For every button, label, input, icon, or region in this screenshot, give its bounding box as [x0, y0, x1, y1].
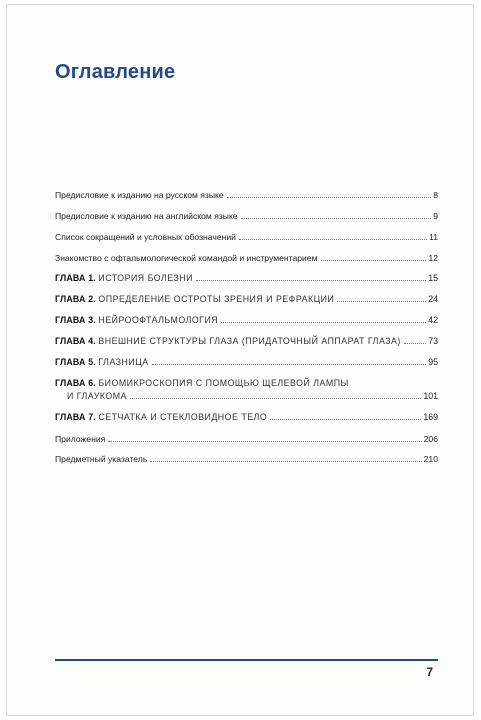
toc-leader — [241, 218, 432, 219]
toc-entry-title: Приложения — [55, 434, 106, 444]
toc-entry-page: 95 — [428, 357, 438, 367]
chapter-number: ГЛАВА 1. — [55, 273, 96, 283]
toc-entry[interactable] — [55, 211, 438, 222]
toc-chapter[interactable] — [55, 315, 438, 326]
toc-entry-title: Предисловие к изданию на русском языке — [55, 190, 224, 200]
toc-entry[interactable] — [55, 454, 438, 465]
toc-chapter[interactable] — [55, 336, 438, 347]
chapter-title: ОПРЕДЕЛЕНИЕ ОСТРОТЫ ЗРЕНИЯ И РЕФРАКЦИИ — [98, 294, 335, 304]
toc-entry-title: Предметный указатель — [55, 454, 148, 464]
toc-entry-title: Знакомство с офтальмологической командой и инструментарием — [55, 253, 318, 263]
toc-entry[interactable] — [55, 190, 438, 201]
chapter-title: НЕЙРООФТАЛЬМОЛОГИЯ — [98, 315, 219, 325]
toc-entry-page: 42 — [428, 315, 438, 325]
toc-entry-page: 15 — [428, 273, 438, 283]
toc-chapter[interactable] — [55, 412, 438, 423]
toc-leader — [239, 239, 427, 240]
chapter-title: БИОМИКРОСКОПИЯ С ПОМОЩЬЮ ЩЕЛЕВОЙ ЛАМПЫ — [98, 378, 349, 388]
footer-rule — [55, 659, 438, 661]
toc-entry-page: 169 — [423, 412, 438, 422]
toc-entry-title: Список сокращений и условных обозначений — [55, 232, 236, 242]
chapter-title: ВНЕШНИЕ СТРУКТУРЫ ГЛАЗА (ПРИДАТОЧНЫЙ АППАРАТ ГЛАЗА) — [98, 336, 401, 346]
toc-entry[interactable] — [55, 232, 438, 243]
chapter-number: ГЛАВА 5. — [55, 357, 96, 367]
chapter-number: ГЛАВА 6. — [55, 378, 96, 388]
toc-chapter[interactable] — [55, 378, 438, 402]
chapter-title: ИСТОРИЯ БОЛЕЗНИ — [98, 273, 193, 283]
toc-leader — [152, 364, 427, 365]
toc-entry-page: 9 — [433, 211, 438, 221]
chapter-title-continuation: И ГЛАУКОМА — [67, 391, 127, 401]
toc-entry-page: 24 — [428, 294, 438, 304]
page-number: 7 — [426, 665, 433, 679]
chapter-number: ГЛАВА 3. — [55, 315, 96, 325]
book-page — [6, 4, 474, 716]
chapter-number: ГЛАВА 4. — [55, 336, 96, 346]
toc-leader — [196, 280, 426, 281]
toc-leader — [337, 301, 426, 302]
page-title: Оглавление — [55, 61, 176, 83]
toc-leader — [150, 461, 421, 462]
toc-entry-page: 73 — [428, 336, 438, 346]
toc-entry-page: 12 — [428, 253, 438, 263]
toc-leader — [270, 419, 421, 420]
toc-chapter[interactable] — [55, 273, 438, 284]
toc-leader — [227, 197, 432, 198]
toc-entry-page: 8 — [433, 190, 438, 200]
chapter-number: ГЛАВА 2. — [55, 294, 96, 304]
table-of-contents — [55, 190, 438, 465]
chapter-number: ГЛАВА 7. — [55, 412, 96, 422]
toc-entry[interactable] — [55, 253, 438, 264]
toc-chapter[interactable] — [55, 357, 438, 368]
chapter-title: СЕТЧАТКА И СТЕКЛОВИДНОЕ ТЕЛО — [98, 412, 268, 422]
toc-leader — [321, 260, 427, 261]
toc-leader — [130, 398, 421, 399]
toc-entry-page: 101 — [423, 391, 438, 401]
toc-entry[interactable] — [55, 434, 438, 445]
chapter-title: ГЛАЗНИЦА — [98, 357, 149, 367]
toc-entry-page: 210 — [423, 454, 438, 464]
toc-leader — [108, 441, 421, 442]
toc-entry-page: 206 — [423, 434, 438, 444]
toc-leader — [221, 322, 426, 323]
toc-entry-title: Предисловие к изданию на английском языке — [55, 211, 238, 221]
toc-leader — [404, 343, 426, 344]
toc-chapter[interactable] — [55, 294, 438, 305]
toc-entry-page: 11 — [429, 232, 438, 242]
